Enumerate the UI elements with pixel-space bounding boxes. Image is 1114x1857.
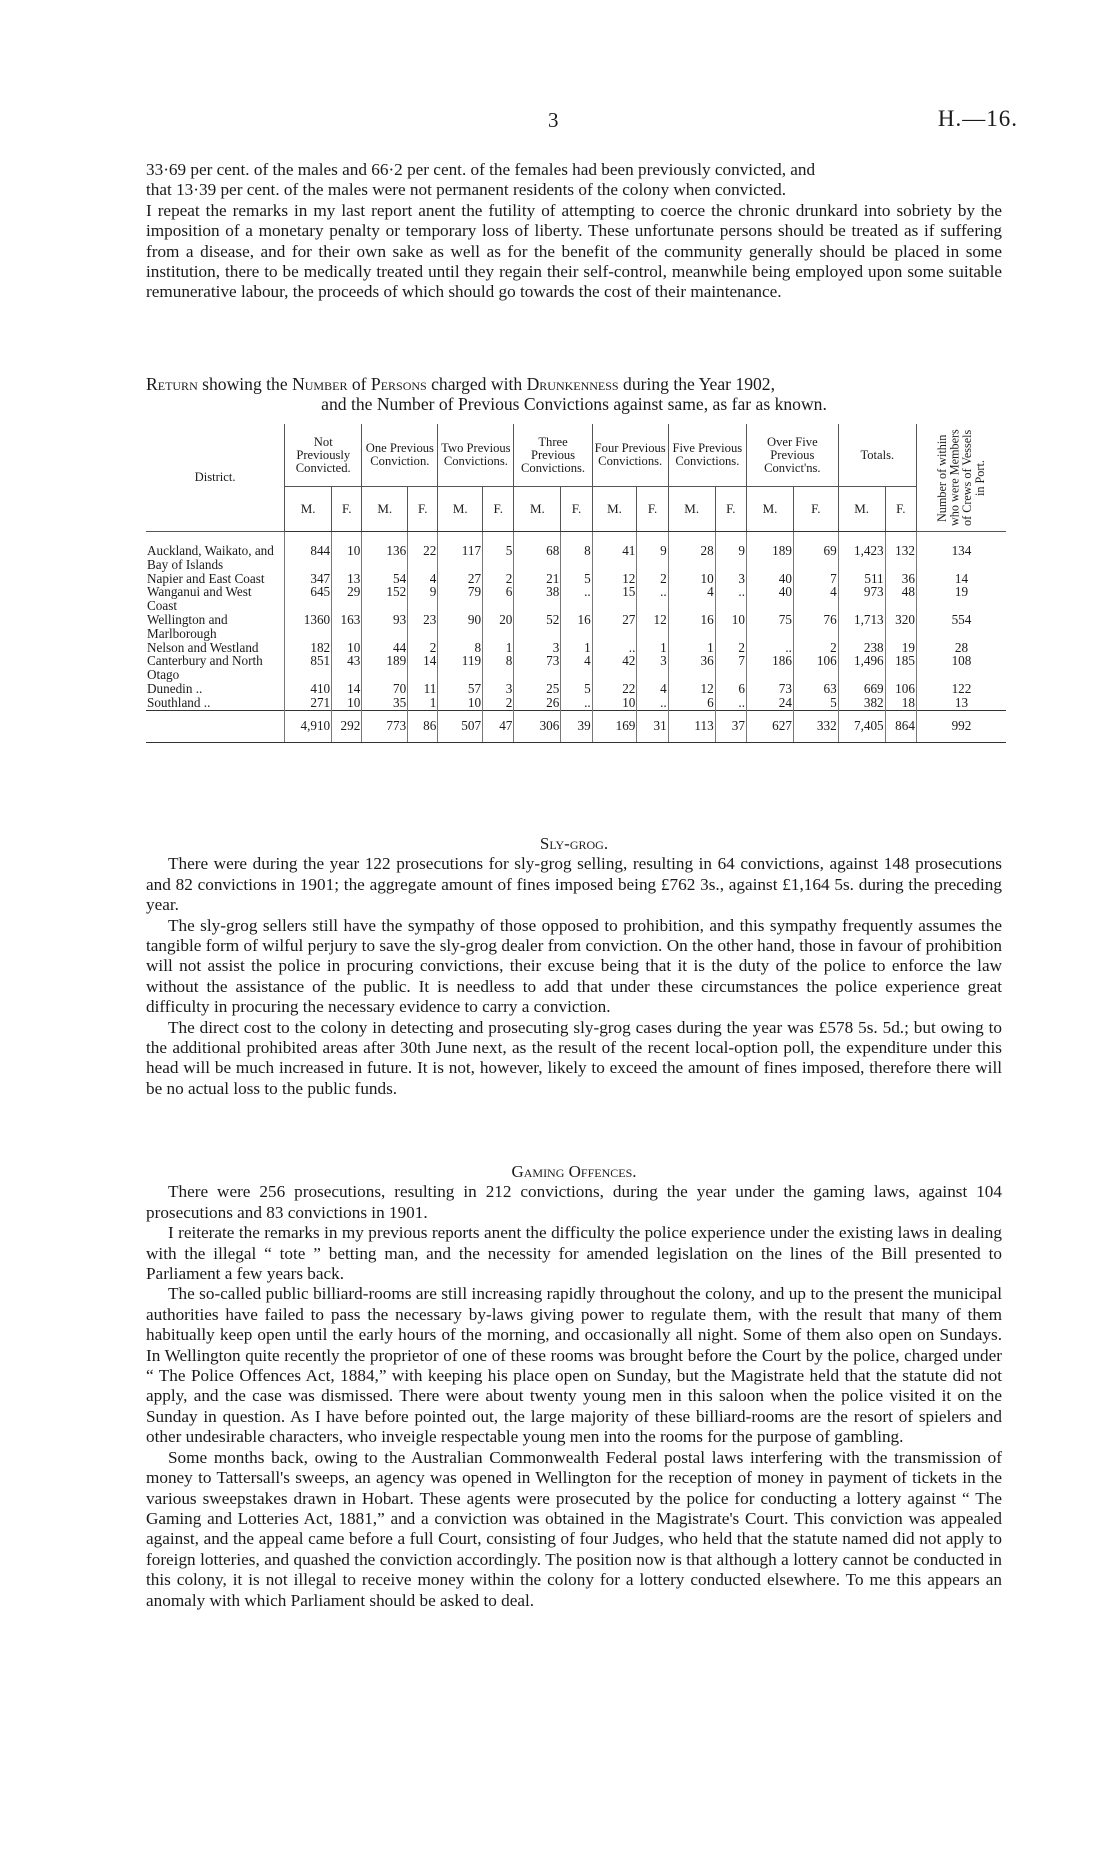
table-cell: 6 [668,696,715,710]
table-cell: 15 [592,585,637,613]
table-cell: 182 [285,641,332,655]
total-cell: 627 [746,710,793,743]
table-cell: 28 [668,532,715,572]
total-cell: 113 [668,710,715,743]
table-cell: 1360 [285,613,332,641]
table-cell: 26 [514,696,561,710]
total-cell: 169 [592,710,637,743]
table-row [146,682,1006,696]
group-header: Four Previous Convictions. [592,424,668,487]
crew-count-cell: 14 [916,572,1006,586]
return-title-line-2: and the Number of Previous Convictions against same, as far as known. [321,394,827,415]
group-header: Not Previously Convicted. [285,424,362,487]
table-cell: 24 [746,696,793,710]
table-cell: 70 [362,682,408,696]
group-header: Three Previous Convictions. [514,424,592,487]
table-cell: 25 [514,682,561,696]
table-cell: 43 [332,654,362,682]
table-cell: 10 [715,613,746,641]
section-heading: Sly-grog. [539,834,609,853]
table-cell: 54 [362,572,408,586]
table-cell: 36 [668,654,715,682]
group-header: Over Five Previous Convict'ns. [746,424,838,487]
table-cell: 57 [438,682,483,696]
paragraph: There were during the year 122 prosecutions for sly-grog selling, resulting in 64 convictions, against 148 prosecutions and 82 convictions in 1901; the aggregate amount of fines imposed being £762 3s., against £1,164 5s. during the preceding year. [146,854,1002,915]
table-cell: 69 [793,532,838,572]
male-column-header: M. [362,487,408,532]
table-cell: .. [715,696,746,710]
table-cell: 271 [285,696,332,710]
crew-count-cell: 28 [916,641,1006,655]
table-cell: 106 [885,682,916,696]
male-column-header: M. [668,487,715,532]
female-column-header: F. [715,487,746,532]
table-cell: 7 [793,572,838,586]
table-cell: 4 [408,572,438,586]
table-cell: 90 [438,613,483,641]
table-cell: 79 [438,585,483,613]
total-cell: 31 [637,710,668,743]
table-row [146,532,1006,572]
paragraph: The direct cost to the colony in detecting and prosecuting sly-grog cases during the year was £578 5s. 5d.; but owing to the additional prohibited areas after 30th June next, as the result of the recent local-option poll, the expenditure under this head will be much increased in future. It is not, however, likely to exceed the amount of fines imposed, therefore there will be no actual loss to the public funds. [146,1017,1002,1098]
table-cell: 186 [746,654,793,682]
return-title-text: charged with [426,374,527,394]
return-title-text: showing the [197,374,293,394]
table-cell: 189 [362,654,408,682]
table-row [146,613,1006,641]
group-header: Five Previous Convictions. [668,424,746,487]
group-header: Two Previous Convictions. [438,424,514,487]
section-heading: Gaming Offences. [511,1162,637,1181]
female-column-header: F. [637,487,668,532]
table-cell: 1,423 [838,532,885,572]
table-cell: 75 [746,613,793,641]
table-row [146,641,1006,655]
male-column-header: M. [514,487,561,532]
male-column-header: M. [592,487,637,532]
table-cell: 320 [885,613,916,641]
table-cell: 48 [885,585,916,613]
table-cell: 11 [408,682,438,696]
table-cell: 8 [483,654,514,682]
return-title-text: during the Year 1902, [618,374,776,394]
table-cell: 2 [483,572,514,586]
table-cell: 10 [332,641,362,655]
intro-section [146,160,1002,303]
male-column-header: M. [438,487,483,532]
table-cell: 29 [332,585,362,613]
paragraph: The so-called public billiard-rooms are still increasing rapidly throughout the colony, and up to the present the municipal authorities have failed to pass the necessary by-laws giving power to regulate them, with the result that many of them habitually keep open until the early hours of the morning, and occasionally all night. Some of them also open on Sundays. In Wellington quite recently the proprietor of one of these rooms was brought before the Court by the police, charged under “ The Police Offences Act, 1884,” with keeping his place open on Sunday, but the Magistrate held that the statute did not apply, and the case was dismissed. There were about twenty young men in this saloon when the police visited it on the Sunday in question. As I have before pointed out, the large majority of these billiard-rooms are the resort of spielers and other undesirable characters, who inveigle respectable young men into the rooms for the purpose of gambling. [146,1284,1002,1447]
table-cell: 2 [715,641,746,655]
table-cell: 1,713 [838,613,885,641]
table-cell: 2 [793,641,838,655]
table-cell: 3 [483,682,514,696]
table-cell: 52 [514,613,561,641]
gaming-section [146,1162,1002,1611]
table-cell: 1 [561,641,592,655]
table-cell: 3 [514,641,561,655]
table-cell: 410 [285,682,332,696]
table-cell: .. [561,696,592,710]
table-cell: .. [637,585,668,613]
district-cell: Nelson and Westland [147,639,259,655]
table-cell: 18 [885,696,916,710]
table-cell: 10 [332,696,362,710]
total-cell: 332 [793,710,838,743]
table-cell: 22 [408,532,438,572]
crew-members-header-text: Number of within who were Members of Crews of Vessels in Port. [935,429,988,526]
table-cell: 6 [715,682,746,696]
return-title-word: Drunkenness [526,374,619,394]
table-cell: 152 [362,585,408,613]
table-cell: 42 [592,654,637,682]
total-cell: 7,405 [838,710,885,743]
total-cell: 37 [715,710,746,743]
drunkenness-return-table [146,424,1006,743]
table-cell: 10 [332,532,362,572]
paragraph: The sly-grog sellers still have the sympathy of those opposed to prohibition, and this sympathy frequently assumes the tangible form of wilful perjury to save the sly-grog dealer from conviction. On the other hand, those in favour of prohibition will not assist the police in procuring convictions, their excuse being that it is the duty of the police to enforce the law without the assistance of the public. It is needless to add that under these circumstances the police experience great difficulty in procuring the necessary evidence to carry a conviction. [146,915,1002,1017]
table-cell: 4 [793,585,838,613]
total-cell: 39 [561,710,592,743]
table-cell: 27 [438,572,483,586]
table-cell: 6 [483,585,514,613]
table-cell: 347 [285,572,332,586]
female-column-header: F. [561,487,592,532]
table-cell: 382 [838,696,885,710]
return-title-word: Return [146,374,198,394]
table-cell: 40 [746,585,793,613]
table-cell: 8 [561,532,592,572]
intro-line-1: 33·69 per cent. of the males and 66·2 per cent. of the females had been previously convicted, and [146,160,816,179]
table-cell: 93 [362,613,408,641]
return-title-text: of [347,374,371,394]
table-cell: 76 [793,613,838,641]
table-cell: 1 [668,641,715,655]
crew-count-cell: 122 [916,682,1006,696]
table-cell: 13 [332,572,362,586]
sly-grog-section [146,834,1002,1099]
table-cell: 12 [668,682,715,696]
table-cell: 10 [438,696,483,710]
crew-count-cell: 19 [916,585,1006,613]
group-header: Totals. [838,424,916,487]
table-cell: 73 [746,682,793,696]
table-cell: 27 [592,613,637,641]
table-cell: 3 [715,572,746,586]
female-column-header: F. [885,487,916,532]
table-cell: 16 [561,613,592,641]
total-cell: 864 [885,710,916,743]
table-cell: 21 [514,572,561,586]
table-row [146,572,1006,586]
table-cell: 9 [408,585,438,613]
table-cell: 1 [408,696,438,710]
table-cell: 14 [332,682,362,696]
table-cell: 3 [637,654,668,682]
table-cell: 35 [362,696,408,710]
table-cell: 12 [637,613,668,641]
table-cell: 12 [592,572,637,586]
table-cell: 238 [838,641,885,655]
paragraph: Some months back, owing to the Australian Commonwealth Federal postal laws interfering with the transmission of money to Tattersall's sweeps, an agency was opened in Wellington for the reception of money in payment of tickets in the various sweepstakes drawn in Hobart. These agents were prosecuted by the police for conducting a lottery against “ The Gaming and Lotteries Act, 1881,” and a conviction was obtained in the Magistrate's Court. This conviction was appealed against, and the appeal came before a full Court, consisting of four Judges, who held that the statute named did not apply to foreign lotteries, and quashed the conviction accordingly. The position now is that although a lottery cannot be conducted in this colony, it is not illegal to receive money within the colony for a lottery conducted elsewhere. To me this appears an anomaly with which Parliament should be asked to deal. [146,1447,1002,1610]
male-column-header: M. [838,487,885,532]
total-cell: 47 [483,710,514,743]
table-cell: .. [561,585,592,613]
district-cell: Southland .. [147,694,211,710]
table-row [146,696,1006,710]
total-cell: 306 [514,710,561,743]
table-cell: 63 [793,682,838,696]
table-cell: 10 [592,696,637,710]
table-cell: 44 [362,641,408,655]
table-cell: 20 [483,613,514,641]
table-cell: 973 [838,585,885,613]
female-column-header: F. [332,487,362,532]
table-cell: 22 [592,682,637,696]
table-cell: .. [592,641,637,655]
page-number: 3 [548,108,559,132]
table-cell: .. [715,585,746,613]
table-cell: 189 [746,532,793,572]
table-cell: 2 [483,696,514,710]
district-cell: Auckland, Waikato, and Bay of Islands [147,543,274,572]
table-cell: 185 [885,654,916,682]
table-cell: 163 [332,613,362,641]
male-column-header: M. [285,487,332,532]
total-cell: 4,910 [285,710,332,743]
table-cell: .. [637,696,668,710]
table-cell: 40 [746,572,793,586]
paragraph: There were 256 prosecutions, resulting in 212 convictions, during the year under the gaming laws, against 104 prosecutions and 83 convictions in 1901. [146,1182,1002,1222]
total-cell: 292 [332,710,362,743]
table-cell: 1 [637,641,668,655]
district-cell: Wellington and Marlborough [147,611,228,641]
intro-paragraph: I repeat the remarks in my last report anent the futility of attempting to coerce the chronic drunkard into sobriety by the imposition of a monetary penalty or temporary loss of liberty. These unfortunate persons should be treated as if suffering from a disease, and for their own sake as well as for the benefit of the community generally should be placed in some institution, there to be medically treated until they regain their self-control, meanwhile being employed upon some suitable remunerative labour, the proceeds of which should go towards the cost of their maintenance. [146,200,1002,302]
crew-count-cell: 134 [916,532,1006,572]
table-cell: 14 [408,654,438,682]
table-cell: 851 [285,654,332,682]
crew-count-cell: 13 [916,696,1006,710]
group-header: One Previous Conviction. [362,424,438,487]
table-cell: 106 [793,654,838,682]
totals-row [146,710,1006,743]
table-cell: 5 [793,696,838,710]
return-title [146,374,1002,415]
table-cell: 5 [483,532,514,572]
table-cell: 1,496 [838,654,885,682]
table-cell: 68 [514,532,561,572]
crew-count-cell: 108 [916,654,1006,682]
total-cell: 992 [916,710,1006,743]
table-cell: 2 [408,641,438,655]
table-cell: 7 [715,654,746,682]
table-cell: 645 [285,585,332,613]
female-column-header: F. [793,487,838,532]
table-cell: 511 [838,572,885,586]
table-cell: 16 [668,613,715,641]
total-cell: 507 [438,710,483,743]
table-cell: 119 [438,654,483,682]
table-cell: 4 [561,654,592,682]
table-cell: 41 [592,532,637,572]
table-cell: 19 [885,641,916,655]
table-cell: 8 [438,641,483,655]
table-cell: 9 [637,532,668,572]
total-cell: 86 [408,710,438,743]
table-cell: 36 [885,572,916,586]
table-cell: 9 [715,532,746,572]
crew-members-header [916,424,1006,532]
table-cell: 117 [438,532,483,572]
female-column-header: F. [483,487,514,532]
return-title-word: Number [292,374,348,394]
table-cell: 23 [408,613,438,641]
table-cell: 4 [637,682,668,696]
intro-line-2: that 13·39 per cent. of the males were not permanent residents of the colony when convicted. [146,180,787,200]
total-cell: 773 [362,710,408,743]
table-cell: .. [746,641,793,655]
document-code: H.—16. [937,106,1018,131]
paragraph: I reiterate the remarks in my previous reports anent the difficulty the police experience under the existing laws in dealing with the illegal “ tote ” betting man, and the necessity for amended legislation on the lines of the Bill presented to Parliament a few years back. [146,1223,1002,1284]
table-cell: 73 [514,654,561,682]
female-column-header: F. [408,487,438,532]
table-cell: 38 [514,585,561,613]
table-cell: 132 [885,532,916,572]
crew-count-cell: 554 [916,613,1006,641]
table-cell: 10 [668,572,715,586]
totals-label-cell [146,710,285,743]
district-header: District. [146,424,285,532]
table-cell: 136 [362,532,408,572]
table-cell: 2 [637,572,668,586]
table-cell: 1 [483,641,514,655]
district-cell: Wanganui and West Coast [147,584,252,614]
table-cell: 4 [668,585,715,613]
table-row [146,585,1006,613]
district-cell: Canterbury and North Otago [147,653,263,683]
table-cell: 5 [561,682,592,696]
table-cell: 669 [838,682,885,696]
table-cell: 844 [285,532,332,572]
table-cell: 5 [561,572,592,586]
table-row [146,654,1006,682]
return-title-word: Persons [370,374,427,394]
district-cell: Napier and East Coast [147,570,265,586]
male-column-header: M. [746,487,793,532]
district-cell: Dunedin .. [147,680,203,696]
